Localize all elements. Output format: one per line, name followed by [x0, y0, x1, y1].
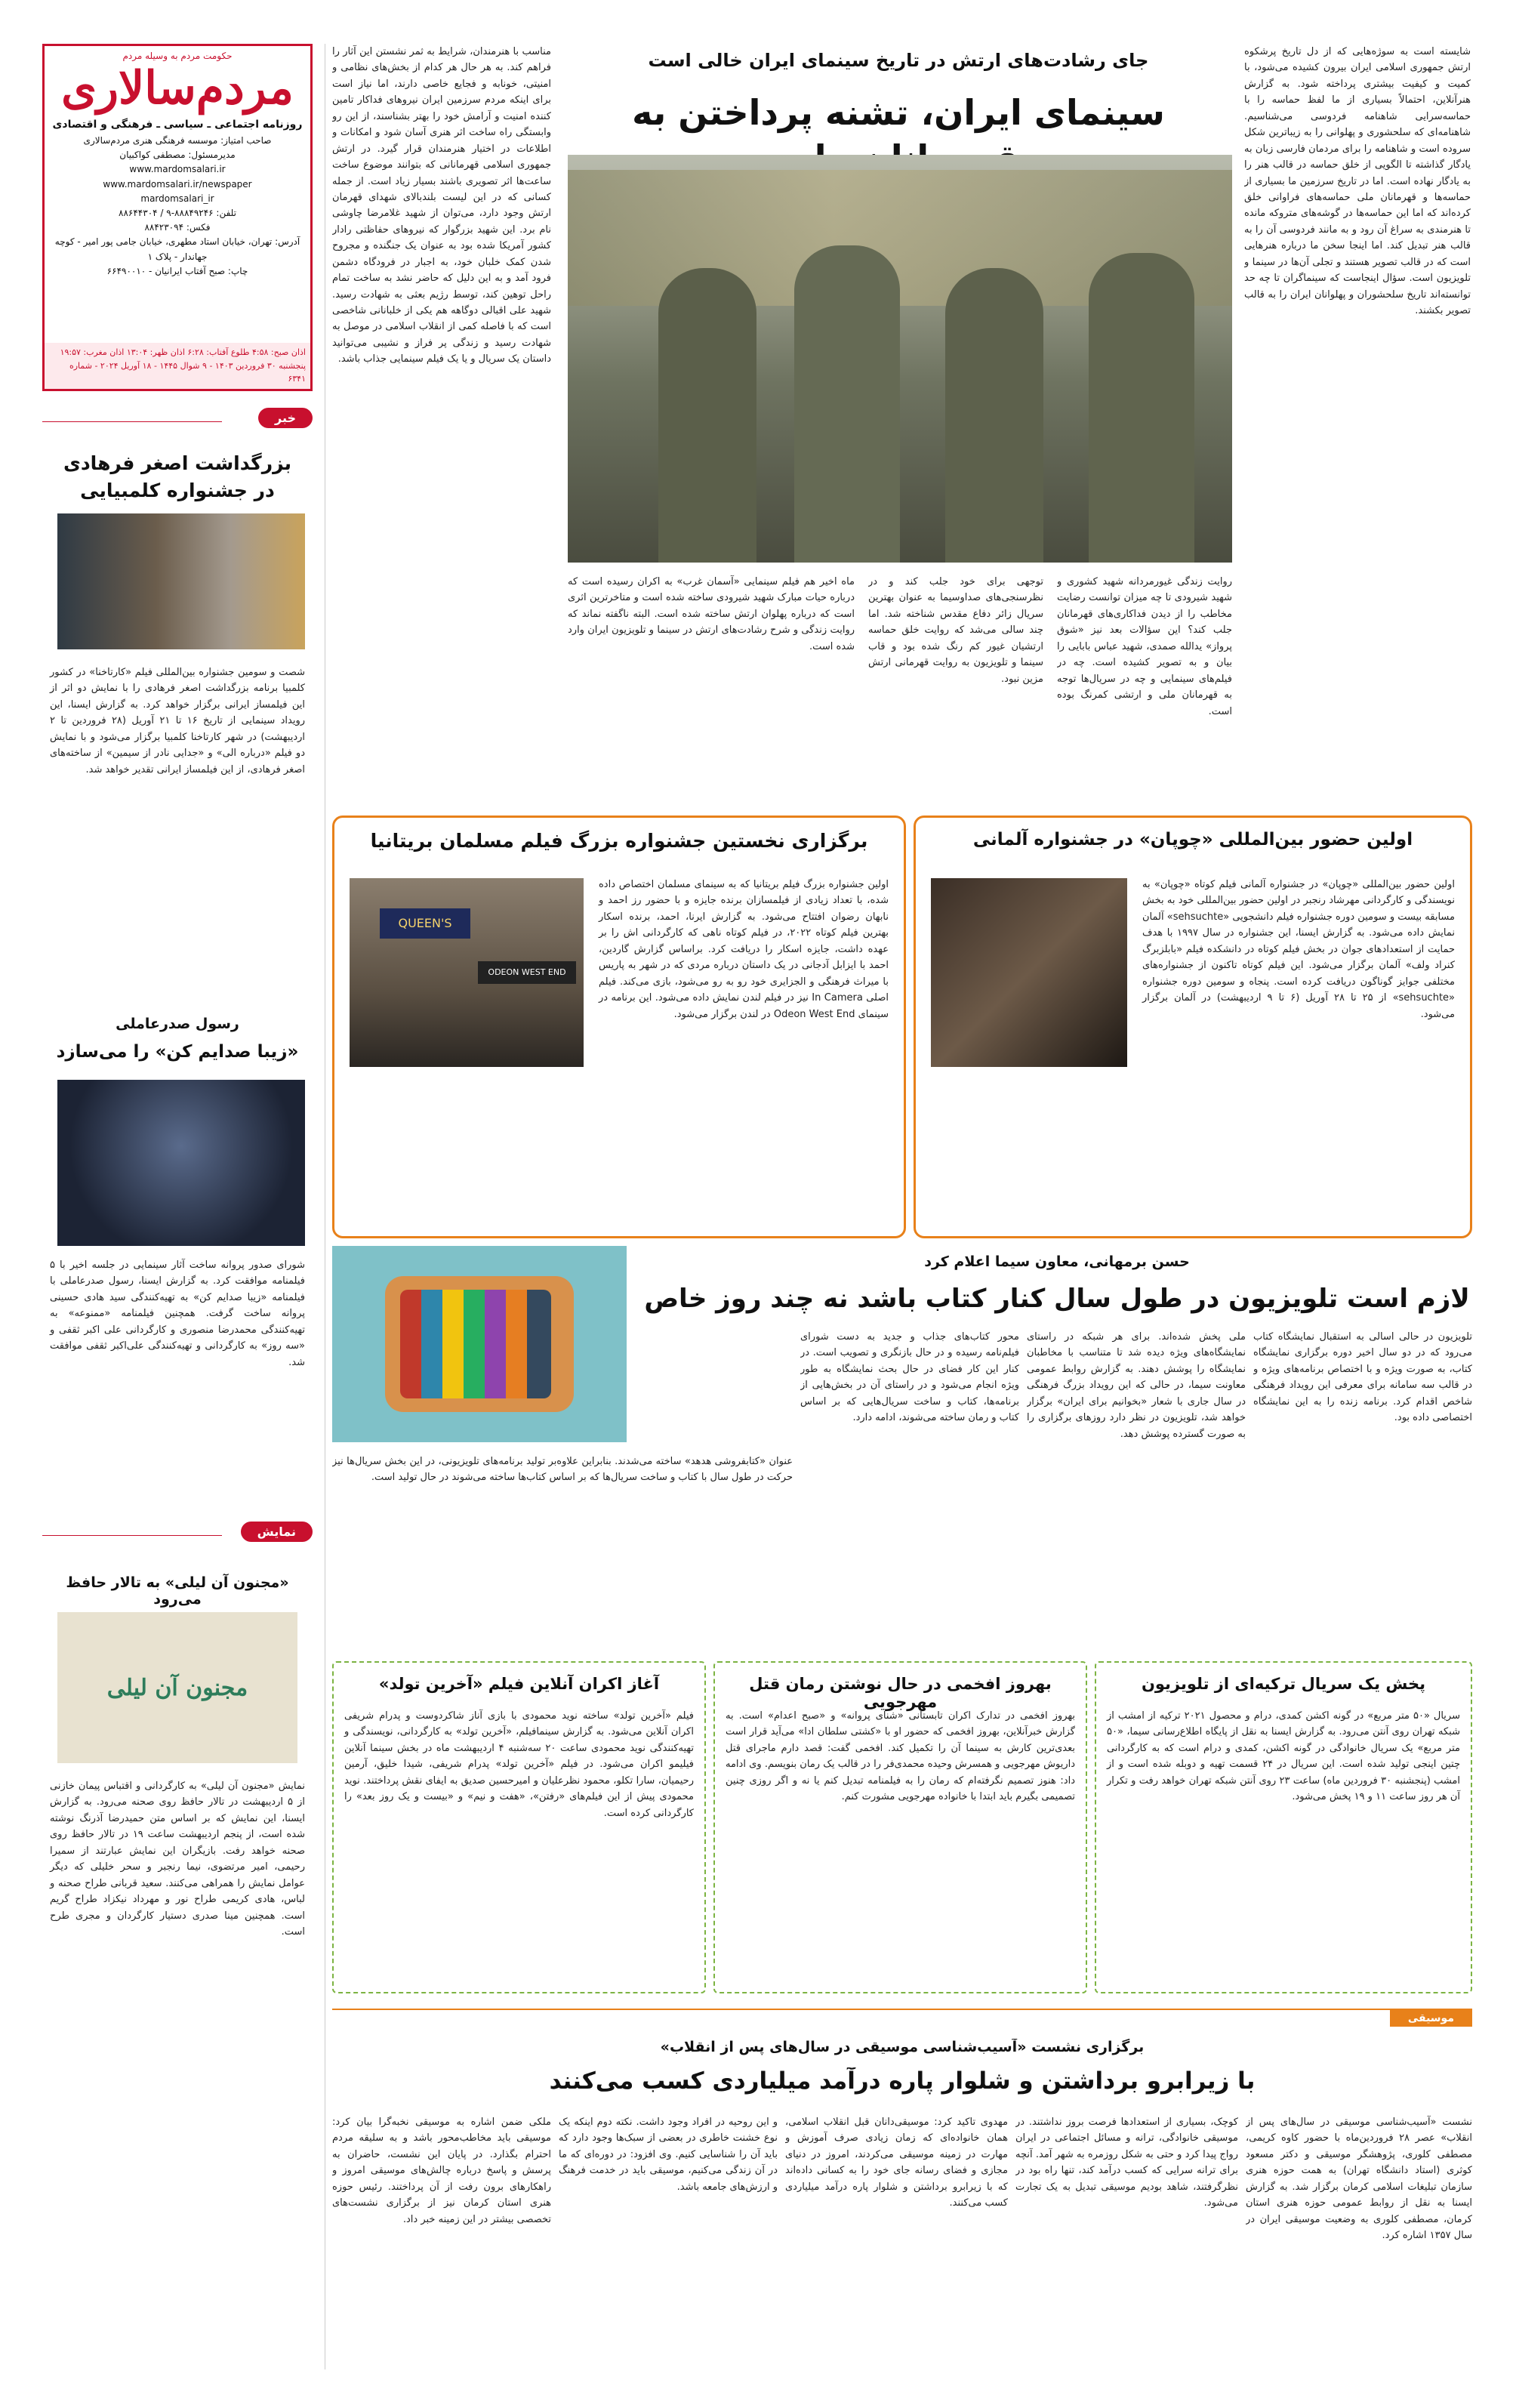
sadr-body: شورای صدور پروانه ساخت آثار سینمایی در جلسه اخیر با ۵ فیلمنامه موافقت کرد. به گزارش ایسنا، رسول صدرعاملی با فیلمنامه «زیبا صدایم کن» به تهیه‌کنندگی سید هادی حسینی پروانه ساخت گرفت. همچنین فیلمنامه «ممنوعه» به تهیه‌کنندگی محمدرضا منصوری و کارگردانی علی اکبر ثقفی و «سه روز» به کارگردانی و تهیه‌کنندگی علی‌اکبر ثقفی موافقت شد.: [50, 1259, 305, 1368]
majnoon-body: نمایش «مجنون آن لیلی» به کارگردانی و اقتباس پیمان خازنی از ۵ اردیبهشت در تالار حافظ روی صحنه می‌رود. به گزارش ایسنا، این نمایش که بر اساس متن حمیدرضا آذرنگ نوشته شده است، از پنجم اردیبهشت ساعت ۱۹ در تالار حافظ روی صحنه خواهد رفت. بازیگران این نمایش عبارتند از سمیرا رحیمی، امیر مرتضوی، نیما رنجبر و سحر خلیلی که دیگر عوامل نمایش را همراهی می‌کنند. سعید قربانی طراح صحنه و لباس، هادی کریمی طراح نور و مهرداد نیکزاد طراح گریم است. همچنین مینا صدری دستیار کارگردان و مجری طرح است.: [50, 1781, 305, 1938]
farhadi-photo: [57, 513, 305, 649]
masthead-site1[interactable]: www.mardomsalari.ir: [129, 164, 226, 175]
masthead-editor: مدیرمسئول: مصطفی کواکبیان: [119, 150, 236, 161]
masthead-phone: تلفن: ۸۸۸۴۹۲۴۶-۹ / ۸۸۶۴۴۳۰۴: [119, 207, 236, 218]
masthead-date: پنجشنبه ۳۰ فروردین ۱۴۰۳ - ۹ شوال ۱۴۴۵ - ۱۸ آوریل ۲۰۲۴ - شماره ۶۳۴۱: [69, 360, 306, 384]
music-body5: ملکی ضمن اشاره به موسیقی نخبه‌گرا بیان کرد: موسیقی باید مخاطب‌محور باشد و به سلیقه مردم احترام بگذارد. در پایان این نشست، حاضران به پرسش و پاسخ درباره چالش‌های موسیقی امروز و راهکارهای برون رفت از آن پرداختند. رئیس حوزه هنری استان کرمان نیز از برگزاری نشست‌های تخصصی بیشتر در این زمینه خبر داد.: [332, 2117, 551, 2225]
mehrjui-body: بهروز افخمی در تدارک اکران تابستانی «شنای پروانه» و «صبح اعدام» است. به گزارش خبرآنلاین، بهروز افخمی که حضور او با «کشتی سلطان ادا» می‌آید قرار است بعدی‌ترین کارش به سینما آن را تکمیل کند. افخمی گفت: قصد دارم ماجرای قتل داریوش مهرجویی و همسرش وحیده محمدی‌فر را در قالب یک رمان بنویسم. وی ادامه داد: هنوز تصمیم نگرفته‌ام که رمان را به فیلمنامه تبدیل کنم یا نه و اگر روزی چنین تصمیمی بگیرم باید ابتدا با خانواده مهرجویی مشورت کنم.: [726, 1710, 1075, 1803]
news-section: [42, 408, 313, 1503]
tavallod-box: [332, 1661, 706, 1993]
masthead: [42, 44, 313, 391]
choopan-body: اولین حضور بین‌المللی «چوپان» در جشنواره آلمانی فیلم کوتاه «چوپان» به نویسندگی و کارگردانی مهرشاد رنجبر در اولین حضور بین‌المللی خود به بخش مسابقه بیست و سومین دوره جشنواره فیلم دانشجویی «sehsuchte» آلمان نمایش داده می‌شود. به گزارش ایسنا، این جشنواره در سال ۱۹۹۷ با هدف حمایت از استعدادهای جوان در بخش فیلم کوتاه در دانشکده فیلم «بابلزبرگ کنراد ولف» آلمان برگزار می‌شود. این فیلم کوتاه تاکنون از جشنواره‌های مختلفی جوایز گوناگون دریافت کرده است. پنجاه و سومین دوره جشنواره «sehsuchte» از ۲۵ تا ۲۸ آوریل (۶ تا ۹ اردیبهشت) در آلمان برگزار می‌شود.: [1142, 879, 1456, 1020]
feature-kicker: جای رشادت‌های ارتش در تاریخ سینمای ایران خالی است: [648, 50, 1149, 71]
feature-title: سینمای ایران، تشنه پرداختن به: [632, 92, 1165, 133]
feature-photo: [568, 155, 1232, 563]
feature-body-left: مناسب با هنرمندان، شرایط به ثمر نشستن این آثار را فراهم کند. به هر حال هر کدام از بخش‌های نظامی و امنیتی، خونابه و فجایع خاصی دارند، اما نیاز است برای اینکه مردم سرزمین ایران نیروهای فداکار تامین کننده امنیت و آرامش خود را بهتر بشناسند، از این رو وابستگی راه ساخت اثر هنری آسان شود و امکانات و اطلاعات در اختیار هنرمندان قرار گیرد. در ارتش جمهوری اسلامی قهرمانانی که بتوانند موضوع ساخت ساعت‌ها اثر تصویری باشند بسیار زیاد است. از جمله کسانی که در این لیست بلندبالای شهدای قهرمان ارتش وجود دارد، می‌توان از شهید غلامرضا چاوشی نام برد. این شهید بزرگوار که نیروهای حفاظتی رادار کشور آمریکا شده بود به عنوان یک جنگنده و مجروح شدن کمک خلبان خود، به اجبار در فرودگاه دشمن فرود آمد و به این دلیل که حاضر نشد به ساخت تمام راحل توهین کند، توسط رژیم بعثی به شهادت رسید. شهید علی اقبالی دوگاهه هم یکی از خلبانانی شاخصی است که با فاصله کمی از انقلاب اسلامی در موصل به شهادت رسید و زندگی پر فراز و نشیبی می‌توانید داستان یک سریال و یا یک فیلم سینمایی جذاب باشد.: [332, 46, 551, 365]
feature-body-mid2: توجهی برای خود جلب کند و در نظرسنجی‌های صداوسیما به عنوان بهترین سریال زائر دفاع مقدس شناخته شد. اما چند سالی می‌شد که روایت خلق حماسه ارتشیان غیور کم رنگ شده بود و قاب سینما و تلویزیون به روایت قهرمانی ارتش مزین نبود.: [868, 576, 1043, 685]
majnoon-poster: [57, 1612, 297, 1763]
choopan-box: [914, 816, 1472, 1238]
music-body1: نشست «آسیب‌شناسی موسیقی در سال‌های پس از انقلاب» عصر ۲۸ فروردین‌ماه با حضور کاوه کریمی، مصطفی کلوری، پژوهشگر موسیقی و دکتر مسعود کوثری (استاد دانشگاه تهران) به همت حوزه هنری سازمان تبلیغات اسلامی کرمان برگزار شد. به گزارش ایسنا به نقل از روابط عمومی حوزه هنری استان کرمان، مصطفی کلوری به وضعیت موسیقی ایران در سال ۱۳۵۷ اشاره کرد.: [1246, 2117, 1472, 2242]
masthead-address: آدرس: تهران، خیابان استاد مطهری، خیابان جامی پور امیر - کوچه جهاندار - پلاک ۱: [54, 236, 300, 262]
mehrjui-title: بهروز افخمی در حال نوشتن رمان قتل مهرجویی: [749, 1675, 1052, 1711]
britain-title: برگزاری نخستین جشنواره بزرگ فیلم مسلمان بریتانیا: [370, 830, 868, 852]
feature-body-right: شایسته است به سوژه‌هایی که از دل تاریخ پرشکوه ارتش جمهوری اسلامی ایران بیرون کشیده می‌شود، با کمیت و کیفیت بیشتری پرداخته شود. به گزارش هنرآنلاین، احتمالاً بسیاری از ما لفظ حماسه را با حماسه‌سرایی شاهنامه فردوسی می‌شناسیم. شاهنامه‌ای که سلحشوری و پهلوانی را به زیباترین شکل سروده است و شاهنامه را برای مردمان فارسی زبان به یادگار گذاشته تا الگویی از خلق حماسه در قالب هنر را به یادگار نهاده است. اما در تاریخ سرزمین ما بسیاری از حماسه‌ها و قهرمانان ملی حماسه‌های فراوانی خلق کرده‌اند که اما این حماسه‌ها در گوشه‌های متروکه مانده تا هنرمندی به سراغ آن رود و به مانند فردوسی آن را به قالب هنر تبدیل کند. اما اینجا سخن ما درباره هنرهایی است که در قالب تصویر هستند و تجلی آن‌ها در سینما و تلویزیون است. سؤال اینجاست که سینماگران تا چه حد توانسته‌اند تاریخ سلحشوران و پهلوانان ایران را به قالب تصویر بکشند.: [1244, 46, 1471, 316]
tv-kicker: حسن برمهانی، معاون سیما اعلام کرد: [924, 1253, 1190, 1270]
music-body4: و این روحیه در افراد وجود داشت. نکته دوم اینکه یک نوع خشنت خاطری در بعضی از سبک‌ها وجود دارد که باید آن را شناسایی کنیم. وی افزود: در دوره‌ای که ما در آن زندگی می‌کنیم، موسیقی باید در خدمت فرهنگ و ارزش‌های جامعه باشد.: [559, 2117, 778, 2193]
tv-body1: تلویزیون در حالی اسالی به استقبال نمایشگاه کتاب می‌رود که در دو سال اخیر دوره برگزاری نمایشگاه کتاب، به صورت ویژه و با اختصاص برنامه‌های ویژه و در قالب سه سامانه برای معرفی این رویداد فرهنگی شاخص اقدام کرد. برنامه زنده را به این نمایشگاه اختصاصی داده بود.: [1253, 1331, 1472, 1424]
britain-box: [332, 816, 906, 1238]
masthead-logo: مردم‌سالاری: [61, 62, 294, 115]
feature-body-mid3: ماه اخیر هم فیلم سینمایی «آسمان غرب» به اکران رسیده است که درباره حیات مبارک شهید شیرودی ساخته شده است و متاخرترین اثری است که درباره پهلوان ارتش ساخته شده است. البته ناگفته نماند که روایت زندگی و شرح رشادت‌های ارتش در سینما و تلویزیون ایران وارد شده است.: [568, 576, 855, 652]
tavallod-title: آغاز اکران آنلاین فیلم «آخرین تولد»: [378, 1675, 660, 1693]
choopan-photo: [931, 878, 1127, 1067]
sadr-photo: [57, 1080, 305, 1246]
tv-illustration: [332, 1246, 627, 1442]
britain-body: اولین جشنواره بزرگ فیلم بریتانیا که به سینمای مسلمان اختصاص داده شده، با تعداد زیادی از فیلمسازان برنده جایزه و با حضور رز احمد و نابهان رضوان افتتاح می‌شود. به گزارش ایرنا، احمد، برنده اسکار بهترین فیلم کوتاه ۲۰۲۲، در فیلم کوتاه ناهی که کارگردانی اش را بر عهده داشت، جایزه اسکار را دریافت کرد. براساس گزارش گاردین، احمد با ایزابل آدجانی در یک داستان درباره مردی که در شهر به پاریس با میراث فرهنگی و الجزایری خود رو به رو می‌شود، بازی می‌کند. فیلم اصلی In Camera نیز در فیلم لندن نمایش داده می‌شود. این برنامه در سینمای Odeon West End در لندن برگزار می‌شود.: [599, 879, 889, 1020]
farhadi-body: شصت و سومین جشنواره بین‌المللی فیلم «کارتاخنا» در کشور کلمبیا برنامه بزرگداشت اصغر فرهادی را با نمایش دو اثر از این فیلمساز ایرانی برگزار خواهد کرد. به گزارش ایسنا، این رویداد سینمایی از تاریخ ۱۶ تا ۲۱ آوریل (۲۸ فروردین تا ۲ اردیبهشت) در شهر کارتاخنا کلمبیا برگزار می‌شود و با نمایش دو فیلم «درباره الی» و «جدایی نادر از سیمین» از ساخته‌های اصغر فرهادی، از این فیلمساز ایرانی تقدیر خواهد شد.: [50, 667, 306, 775]
tv-title: لازم است تلویزیون در طول سال کنار کتاب باشد نه چند روز خاص: [644, 1284, 1470, 1314]
cinema-sign-2: ODEON WEST END: [478, 961, 576, 984]
cinema-sign: QUEEN'S: [380, 908, 470, 939]
music-title: با زیرابرو برداشتن و شلوار پاره درآمد میلیاردی کسب می‌کنند: [549, 2067, 1256, 2095]
britain-photo: [350, 878, 584, 1067]
masthead-license: صاحب امتیاز: موسسه فرهنگی هنری مردم‌سالاری: [83, 135, 272, 146]
sadr-title: «زیبا صدایم کن» را می‌سازد: [56, 1042, 299, 1062]
choopan-title: اولین حضور بین‌المللی «چوپان» در جشنواره آلمانی: [972, 830, 1413, 849]
tv-body4: عنوان «کتابفروشی هدهد» ساخته می‌شدند. بنابراین علاوه‌بر تولید برنامه‌های تلویزیونی، در این بخش سریال‌ها نیز حرکت در طول سال با کتاب و ساخت سریال‌ها که بر اساس کتاب‌ها ساخته می‌شوند در حال تولید است.: [332, 1456, 793, 1484]
turkish-title: پخش یک سریال ترکیه‌ای از تلویزیون: [1141, 1675, 1426, 1693]
tv-body3: محور کتاب‌های جذاب و جدید به دست شورای فیلم‌نامه رسیده و در حال بازنگری و تصویب است. در کنار این کار فضای در حال بحث نمایشگاه به طور ویژه انجام می‌شود و در راستای آن در بخش‌هایی از برنامه‌ها، کتاب و ساخت سریال‌هایی که بر اساس کتاب و رمان ساخته می‌شوند، ادامه دارد.: [800, 1331, 1019, 1424]
music-section-tag: موسیقی: [1390, 2010, 1472, 2027]
music-body3: مهدوی تاکید کرد: موسیقی‌دانان قبل انقلاب اسلامی، همان خانواده‌ای که زمان زیادی صرف آموزش و مهارت در زمینه موسیقی می‌کردند، امروز در دنیای مجازی و فضای رسانه جای خود را به کسانی داده‌اند که با زیرابرو برداشتن و شلوار پاره درآمد میلیاردی کسب می‌کنند.: [785, 2117, 1008, 2209]
masthead-prayer: اذان صبح: ۴:۵۸ طلوع آفتاب: ۶:۲۸ اذان ظهر: ۱۳:۰۴ اذان مغرب: ۱۹:۵۷: [60, 347, 306, 358]
turkish-body: سریال «۵۰ متر مربع» در گونه اکشن کمدی، درام و محصول ۲۰۲۱ ترکیه از امشب از شبکه تهران روی آنتن می‌رود. به گزارش ایسنا به نقل از پایگاه اطلاع‌رسانی سیما، «۵۰ متر مربع» یک سریال خانوادگی در گونه اکشن، کمدی و درام است که به کارگردانی چتین اینجی تولید شده است. این سریال در ۲۴ قسمت تهیه و دوبله شده است و از امشب (پنجشنبه ۳۰ فروردین ماه) ساعت ۲۳ روی آنتن شبکه تهران خواهد رفت و تکرار آن هر روز ساعت ۱۱ و ۱۹ پخش می‌شود.: [1107, 1710, 1461, 1803]
show-section: [42, 1522, 313, 2367]
feature-body-mid: روایت زندگی غیورمردانه شهید کشوری و شهید شیرودی تا چه میزان توانست رضایت مخاطب را از دیدن فداکاری‌های قهرمانان جلب کند؟ این سؤالات بعد نیز «شوق پرواز» یدالله صمدی، شهید عباس بابایی را بیان و به تصویر کشیده است. چه در فیلم‌های سینمایی و چه در سریال‌ها توجه به قهرمانان ملی و ارتشی کمرنگ بوده است.: [1057, 576, 1232, 717]
masthead-instagram[interactable]: mardomsalari_ir: [140, 193, 214, 204]
music-kicker: برگزاری نشست «آسیب‌شناسی موسیقی در سال‌های پس از انقلاب»: [660, 2039, 1145, 2055]
masthead-fax: فکس: ۸۸۴۲۳۰۹۴: [144, 222, 211, 233]
majnoon-title: «مجنون آن لیلی» به تالار حافظ می‌رود: [66, 1574, 289, 1608]
news-tag: خبر: [258, 408, 313, 428]
music-body2: کوچک، بسیاری از استعدادها فرصت بروز نداشتند. در موسیقی خانوادگی، ترانه و مسائل اجتماعی در ایران رواج پیدا کرد و حتی به شکل روزمره به شهر آمد. آنچه برای ترانه سرایی که کسب درآمد کند، تنها راه بود در نظرگرفتند، شاهد بودیم موسیقی تبدیل به یک تجارت می‌شود.: [1015, 2117, 1238, 2209]
show-tag: نمایش: [241, 1522, 313, 1542]
tavallod-body: فیلم «آخرین تولد» ساخته نوید محمودی با بازی آناز شاکردوست و پدرام شریفی اکران آنلاین می‌شود. به گزارش سینمافیلم، «آخرین تولد» به کارگردانی، نویسندگی و تهیه‌کنندگی نوید محمودی ساعت ۲۰ سه‌شنبه ۴ اردیبهشت ماه در بخش سینما آنلاین فیلیمو اکران می‌شود. در فیلم «آخرین تولد» پدرام شریفی، شیدا خلیق، آرمین رحیمیان، سارا تکلو، محمود نظرعلیان و امیرحسین صدیق به ایفای نقش پرداختند. نوید محمودی پیش از این فیلم‌های «رفتن»، «هفت و نیم» و «بیست و یک روز بعد» را کارگردانی کرده است.: [344, 1710, 694, 1819]
masthead-tagline: حکومت مردم به وسیله مردم: [122, 51, 233, 61]
turkish-box: [1095, 1661, 1472, 1993]
masthead-print: چاپ: صبح آفتاب ایرانیان - ۶۶۴۹۰۰۱۰: [106, 265, 248, 276]
tv-body2: ملی پخش شده‌اند. برای هر شبکه در راستای نمایشگاه‌های ویژه دیده شد تا متناسب با مخاطبان نمایشگاه را پوشش دهند. به گزارش روابط عمومی معاونت سیما، در حالی که این رویداد بزرگ فرهنگی در سال جاری با شعار «بخوانیم برای ایران» برگزار خواهد شد، تلویزیون در نظر دارد روزهای برگزاری را به صورت گسترده پوشش دهد.: [1027, 1331, 1246, 1440]
farhadi-title: بزرگداشت اصغر فرهادی در جشنواره کلمبیایی: [63, 452, 292, 502]
sadr-author: رسول صدرعاملی: [116, 1016, 239, 1032]
masthead-site2[interactable]: www.mardomsalari.ir/newspaper: [103, 178, 252, 190]
masthead-subtitle: روزنامه اجتماعی ـ سیاسی ـ فرهنگی و اقتصادی: [52, 119, 303, 131]
majnoon-logo: مجنون آن لیلی: [106, 1674, 248, 1701]
mehrjui-box: [713, 1661, 1087, 1993]
